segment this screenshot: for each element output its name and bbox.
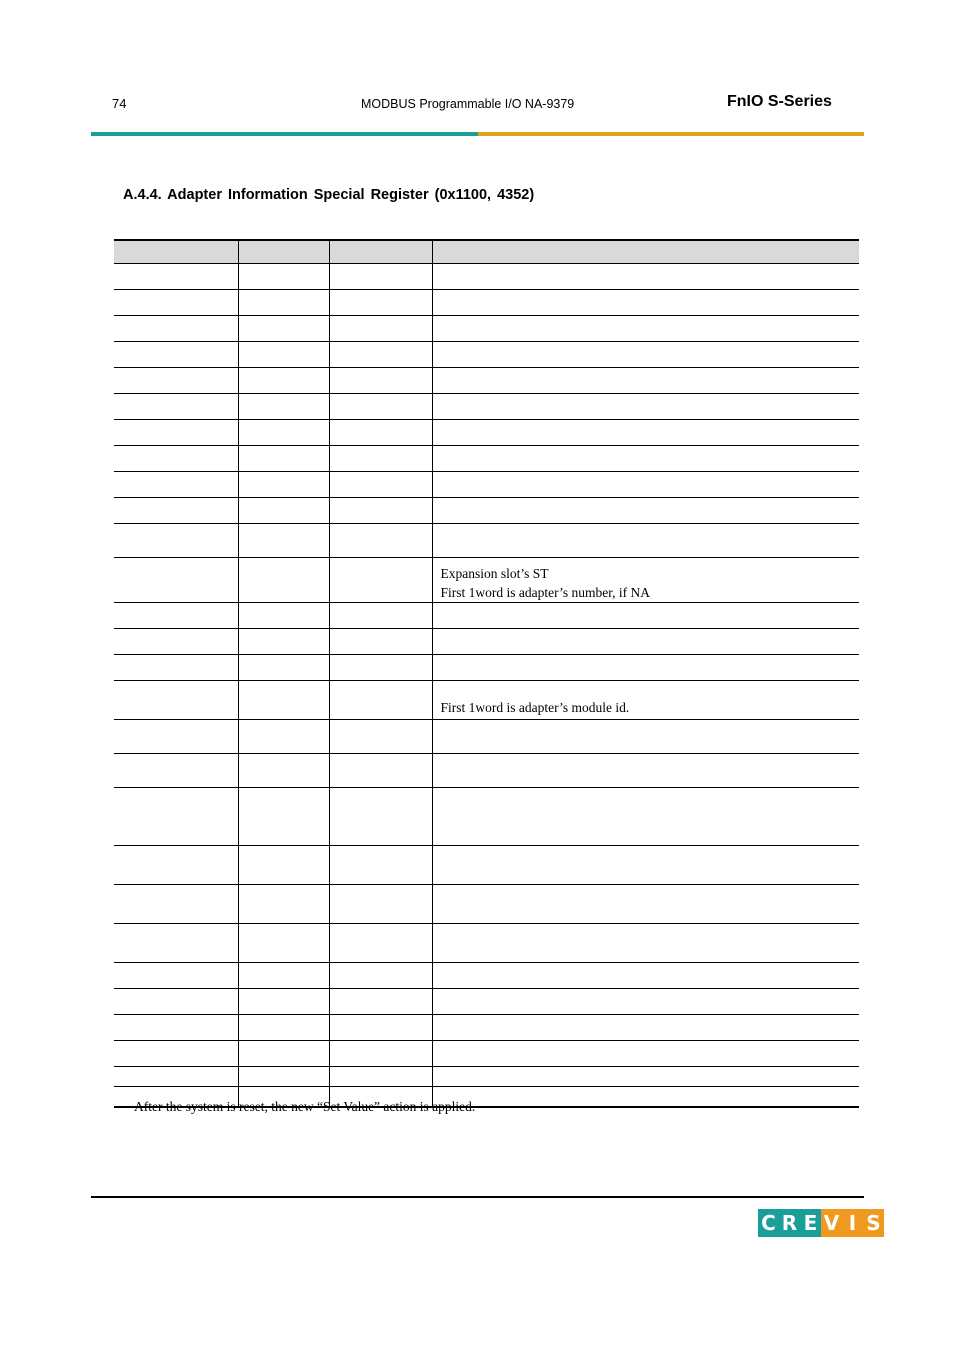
table-cell [238,342,329,368]
table-cell [238,885,329,924]
table-cell [329,720,432,754]
table-cell [114,420,238,446]
table-cell [329,629,432,655]
table-cell [114,394,238,420]
table-cell [329,558,432,603]
table-cell [238,264,329,290]
crevis-logo [758,1209,884,1237]
description-cell [432,290,859,316]
description-cell [432,472,859,498]
table-cell [114,1067,238,1087]
table-cell [238,846,329,885]
series-title: FnIO S-Series [727,93,832,110]
table-row [114,885,859,924]
table-cell [238,394,329,420]
header-rule-gold [478,132,864,136]
description-cell [432,264,859,290]
table-cell [114,629,238,655]
table-cell [114,655,238,681]
description-cell [432,681,859,720]
header-cell [114,240,238,264]
table-cell [238,558,329,603]
table-cell [329,472,432,498]
table-row [114,603,859,629]
table-cell [238,472,329,498]
table-cell [329,524,432,558]
table-cell [238,788,329,846]
table-cell [114,924,238,963]
description-cell [432,655,859,681]
table-row [114,788,859,846]
logo-letter: I [842,1209,863,1237]
description-cell [432,629,859,655]
table-cell [114,368,238,394]
description-cell [432,754,859,788]
table-row [114,316,859,342]
description-line: Expansion slot’s ST [440,566,549,581]
table-cell [114,558,238,603]
table-row [114,290,859,316]
table-cell [114,290,238,316]
table-cell [329,603,432,629]
table-cell [114,963,238,989]
description-cell [432,1087,859,1107]
table-cell [238,290,329,316]
table-row [114,720,859,754]
table-row [114,342,859,368]
table-cell [329,924,432,963]
table-cell [114,989,238,1015]
table-cell [329,1041,432,1067]
table-cell [114,603,238,629]
table-cell [114,846,238,885]
table-cell [114,316,238,342]
document-title: MODBUS Programmable I/O NA-9379 [361,97,575,111]
table-row [114,394,859,420]
table-cell [114,264,238,290]
table-cell [329,846,432,885]
table-row [114,655,859,681]
table-cell [329,368,432,394]
table-cell [238,316,329,342]
table-cell [238,1067,329,1087]
logo-letter: E [800,1209,821,1237]
table-row [114,963,859,989]
description-cell [432,558,859,603]
table-row [114,264,859,290]
table-cell [238,681,329,720]
table-cell [114,524,238,558]
description-line: First 1word is adapter’s number, if NA [440,585,651,600]
description-cell [432,394,859,420]
logo-letter: V [821,1209,842,1237]
section-heading: A.4.4. Adapter Information Special Register (0x1100, 4352) [123,187,535,203]
table-cell [329,788,432,846]
table-cell [329,446,432,472]
table-row [114,629,859,655]
table-cell [238,498,329,524]
table-row [114,558,859,603]
table-cell [238,754,329,788]
table-cell [329,342,432,368]
description-cell [432,342,859,368]
footnote: After the system is reset, the new “Set Value” action is applied. [134,1099,476,1114]
description-cell [432,446,859,472]
table-header-row [114,240,859,264]
table-cell [114,681,238,720]
table-cell [238,629,329,655]
description-cell [432,1067,859,1087]
table-cell [238,1041,329,1067]
header-cell [432,240,859,264]
description-cell [432,316,859,342]
table-cell [114,446,238,472]
table-body [114,264,859,1107]
table-cell [238,603,329,629]
description-cell [432,963,859,989]
description-cell [432,885,859,924]
table-cell [329,754,432,788]
table-cell [238,446,329,472]
description-cell [432,1015,859,1041]
table-row [114,989,859,1015]
table-cell [329,1015,432,1041]
description-cell [432,368,859,394]
table-row [114,498,859,524]
header-rule-teal [91,132,478,136]
table-cell [114,342,238,368]
table-row [114,846,859,885]
logo-letter: R [779,1209,800,1237]
description-cell [432,498,859,524]
table-cell [329,655,432,681]
table-row [114,368,859,394]
description-cell [432,420,859,446]
table-cell [329,316,432,342]
description-cell [432,846,859,885]
table-row [114,524,859,558]
table-cell [238,368,329,394]
table-cell [238,420,329,446]
description-cell [432,788,859,846]
logo-letter: S [863,1209,884,1237]
table-cell [329,885,432,924]
description-cell [432,924,859,963]
table-row [114,472,859,498]
register-table [114,239,859,1108]
table-cell [114,885,238,924]
table-cell [114,472,238,498]
table-cell [329,394,432,420]
logo-letter: C [758,1209,779,1237]
table-row [114,420,859,446]
description-cell [432,603,859,629]
table-cell [114,1015,238,1041]
description-cell [432,1041,859,1067]
footer-rule [91,1196,864,1198]
table-cell [238,524,329,558]
table-row [114,1015,859,1041]
table-cell [114,498,238,524]
page-number: 74 [112,96,127,111]
header-cell [238,240,329,264]
table-cell [238,720,329,754]
table-cell [329,264,432,290]
table-row [114,924,859,963]
table-cell [238,924,329,963]
table-cell [114,720,238,754]
table-row [114,1041,859,1067]
table-cell [238,989,329,1015]
description-cell [432,720,859,754]
table-row [114,446,859,472]
table-cell [238,963,329,989]
table-cell [329,1067,432,1087]
table-cell [114,788,238,846]
description-cell [432,524,859,558]
table-cell [329,498,432,524]
table-row [114,1067,859,1087]
table-cell [114,754,238,788]
table-cell [329,290,432,316]
table-cell [329,989,432,1015]
description-cell [432,989,859,1015]
header-cell [329,240,432,264]
table-cell [329,420,432,446]
table-cell [329,963,432,989]
table-cell [238,1015,329,1041]
table-cell [114,1041,238,1067]
description-line: First 1word is adapter’s module id. [440,700,630,715]
table-row [114,754,859,788]
table-cell [329,681,432,720]
table-row [114,681,859,720]
table-cell [238,655,329,681]
